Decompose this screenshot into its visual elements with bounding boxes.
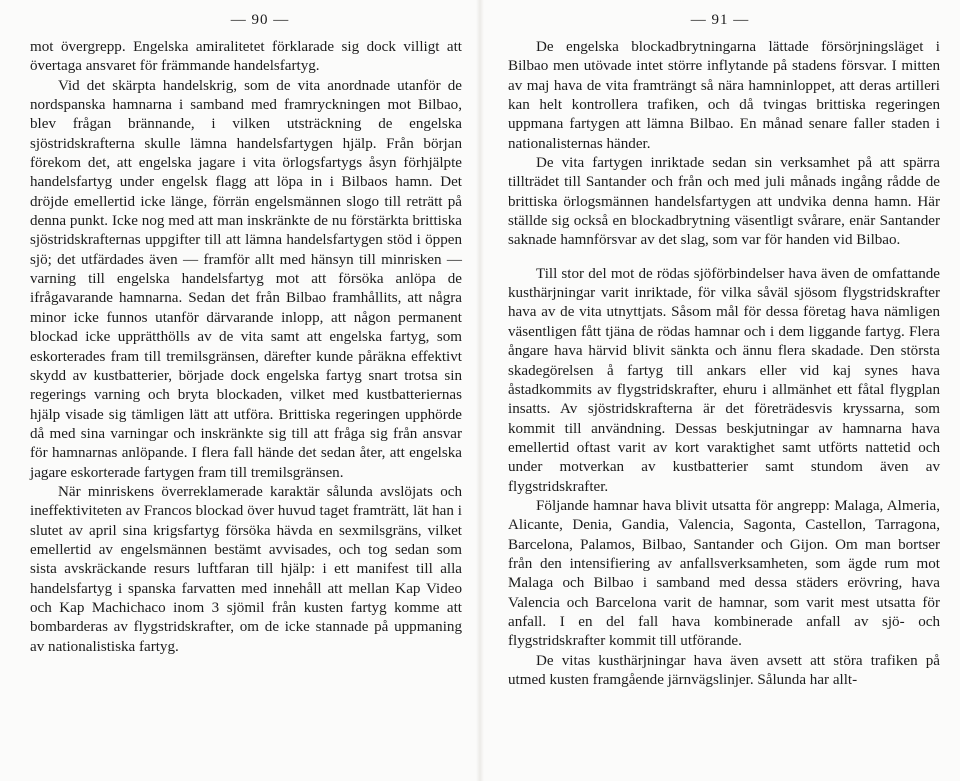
paragraph: De vitas kusthärjningar hava även avsett att störa trafiken på utmed kusten framgående järnvägslinjer. Sålunda har allt-: [508, 652, 940, 688]
paragraph: Vid det skärpta handelskrig, som de vita anordnade utanför de nordspanska hamnarna i samband med framryckningen mot Bilbao, blev frågan brännande, i vilken utsträckning de engelska sjöstridskrafterna skulle lämna handelsfartygen hjälp. Från början förekom det, att engelska jagare i vita örlogsfartygs åsyn förhjälpte handelsfartyg under engelsk flagg att löpa in i Bilbaos hamn. Det dröjde emellertid icke länge, förrän engelsmännen slogo till reträtt på denna punkt. Icke nog med att man inskränkte de nu förstärkta brittiska sjöstridskrafternas uppgifter till att lämna handelsfartygen stöd i öppen sjö; det utfärdades även — framför allt med hänsyn till minrisken — varning till engelska handelsfartyg mot att försöka anlöpa de ifrågavarande hamnarna. Sedan det från Bilbao framhållits, att några minor icke funnos utanför därvarande inlopp, att någon permanent blockad icke upprätthölls av de vita samt att engelska fartyg, som eskorterades fram till tremilsgränsen, därefter kunde påräkna effektivt skydd av kustbatterier, började dock engelska fartyg snart trotsa sin regerings varning och bryta blockaden, vilket med kustbatteriernas hjälp visade sig tämligen lätt att utföra. Brittiska regeringen upphörde då med sina varningar och inskränkte sig till att fråga sig från ansvar för hamnarnas anlöpande. I flera fall hände det sedan åter, att engelska jagare eskorterade fartygen fram till tremilsgränsen.: [30, 77, 462, 481]
paragraph: När minriskens överreklamerade karaktär sålunda avslöjats och ineffektiviteten av Francos blockad över huvud taget framträtt, lät han i slutet av april sina krigsfartyg försöka hävda en sexmilsgräns, vilket emellertid av engelsmännen bestämt avvisades, och tog sedan som sista avskräckande resurs luftfaran till hjälp: i ett manifest till alla handelsfartyg i spanska farvatten med innehåll att mellan Kap Video och Kap Machichaco inom 3 sjömil från kusten fartyg komme att bombarderas av flygstridskrafter, om de icke stannade på uppmaning av nationalistiska fartyg.: [30, 483, 462, 655]
paragraph: Till stor del mot de rödas sjöförbindelser hava även de omfattande kusthärjningar varit inriktade, för vilka såväl sjösom flygstridskrafter hava av de vita utnyttjats. Såsom mål för dessa företag hava nämligen väsentligen fått tjäna de rödas hamnar och i dem liggande fartyg. Flera ångare hava härvid blivit sänkta och ännu flera skadade. Den största skadegörelsen å fartyg till ankars eller vid kaj synes hava åstadkommits av flygstridskrafter, ehuru i allmänhet ett fåtal flygplan insatts. Av sjöstridskrafterna är det företrädesvis kryssarna, som kommit till användning. Dessas beskjutningar av hamnarna hava emellertid oftast varit av kort varaktighet samt utförts nattetid och under motverkan av kustbatterier samt stundom även av flygstridskrafter.: [508, 265, 940, 495]
page-number-right: — 91 —: [690, 12, 750, 28]
right-page-body: [508, 38, 940, 690]
paragraph: mot övergrepp. Engelska amiralitetet förklarade sig dock villigt att övertaga ansvaret för främmande handelsfartyg.: [30, 39, 462, 75]
right-page: [480, 0, 960, 781]
paragraph: De vita fartygen inriktade sedan sin verksamhet på att spärra tillträdet till Santander och från och med juli månads ingång rådde de brittiska örlogsmännen handelsfartygen att undvika denna hamn. Här ställde sig också en blockadbrytning väsentligt svårare, enär Santander saknade hamnförsvar av det slag, som var för handen vid Bilbao.: [508, 155, 940, 249]
paragraph: De engelska blockadbrytningarna lättade försörjningsläget i Bilbao men utövade intet större inflytande på stadens försvar. I mitten av maj hava de vita framträngt så nära hamninloppet, att deras artilleri kan helt kontrollera trafiken, och då tvingas brittiska regeringen uppmana fartygen att lämna Bilbao. En månad senare faller staden i nationalisternas händer.: [508, 39, 940, 152]
left-page-body: [30, 38, 462, 657]
paragraph: Följande hamnar hava blivit utsatta för angrepp: Malaga, Almeria, Alicante, Denia, Gandia, Valencia, Sagonta, Castellon, Tarragona, Barcelona, Palamos, Bilbao, Santander och Gijon. Om man bortser från den intensifiering av anfallsverksamheten, som ägde rum mot Malaga och Bilbao i samband med dessa städers erövring, hava Valencia och Barcelona varit de hamnar, som varit mest utsatta för anfall. I en del fall hava kombinerade anfall av sjö- och flygstridskrafter kommit till utförande.: [508, 497, 940, 650]
page-number-left: — 90 —: [230, 12, 290, 28]
